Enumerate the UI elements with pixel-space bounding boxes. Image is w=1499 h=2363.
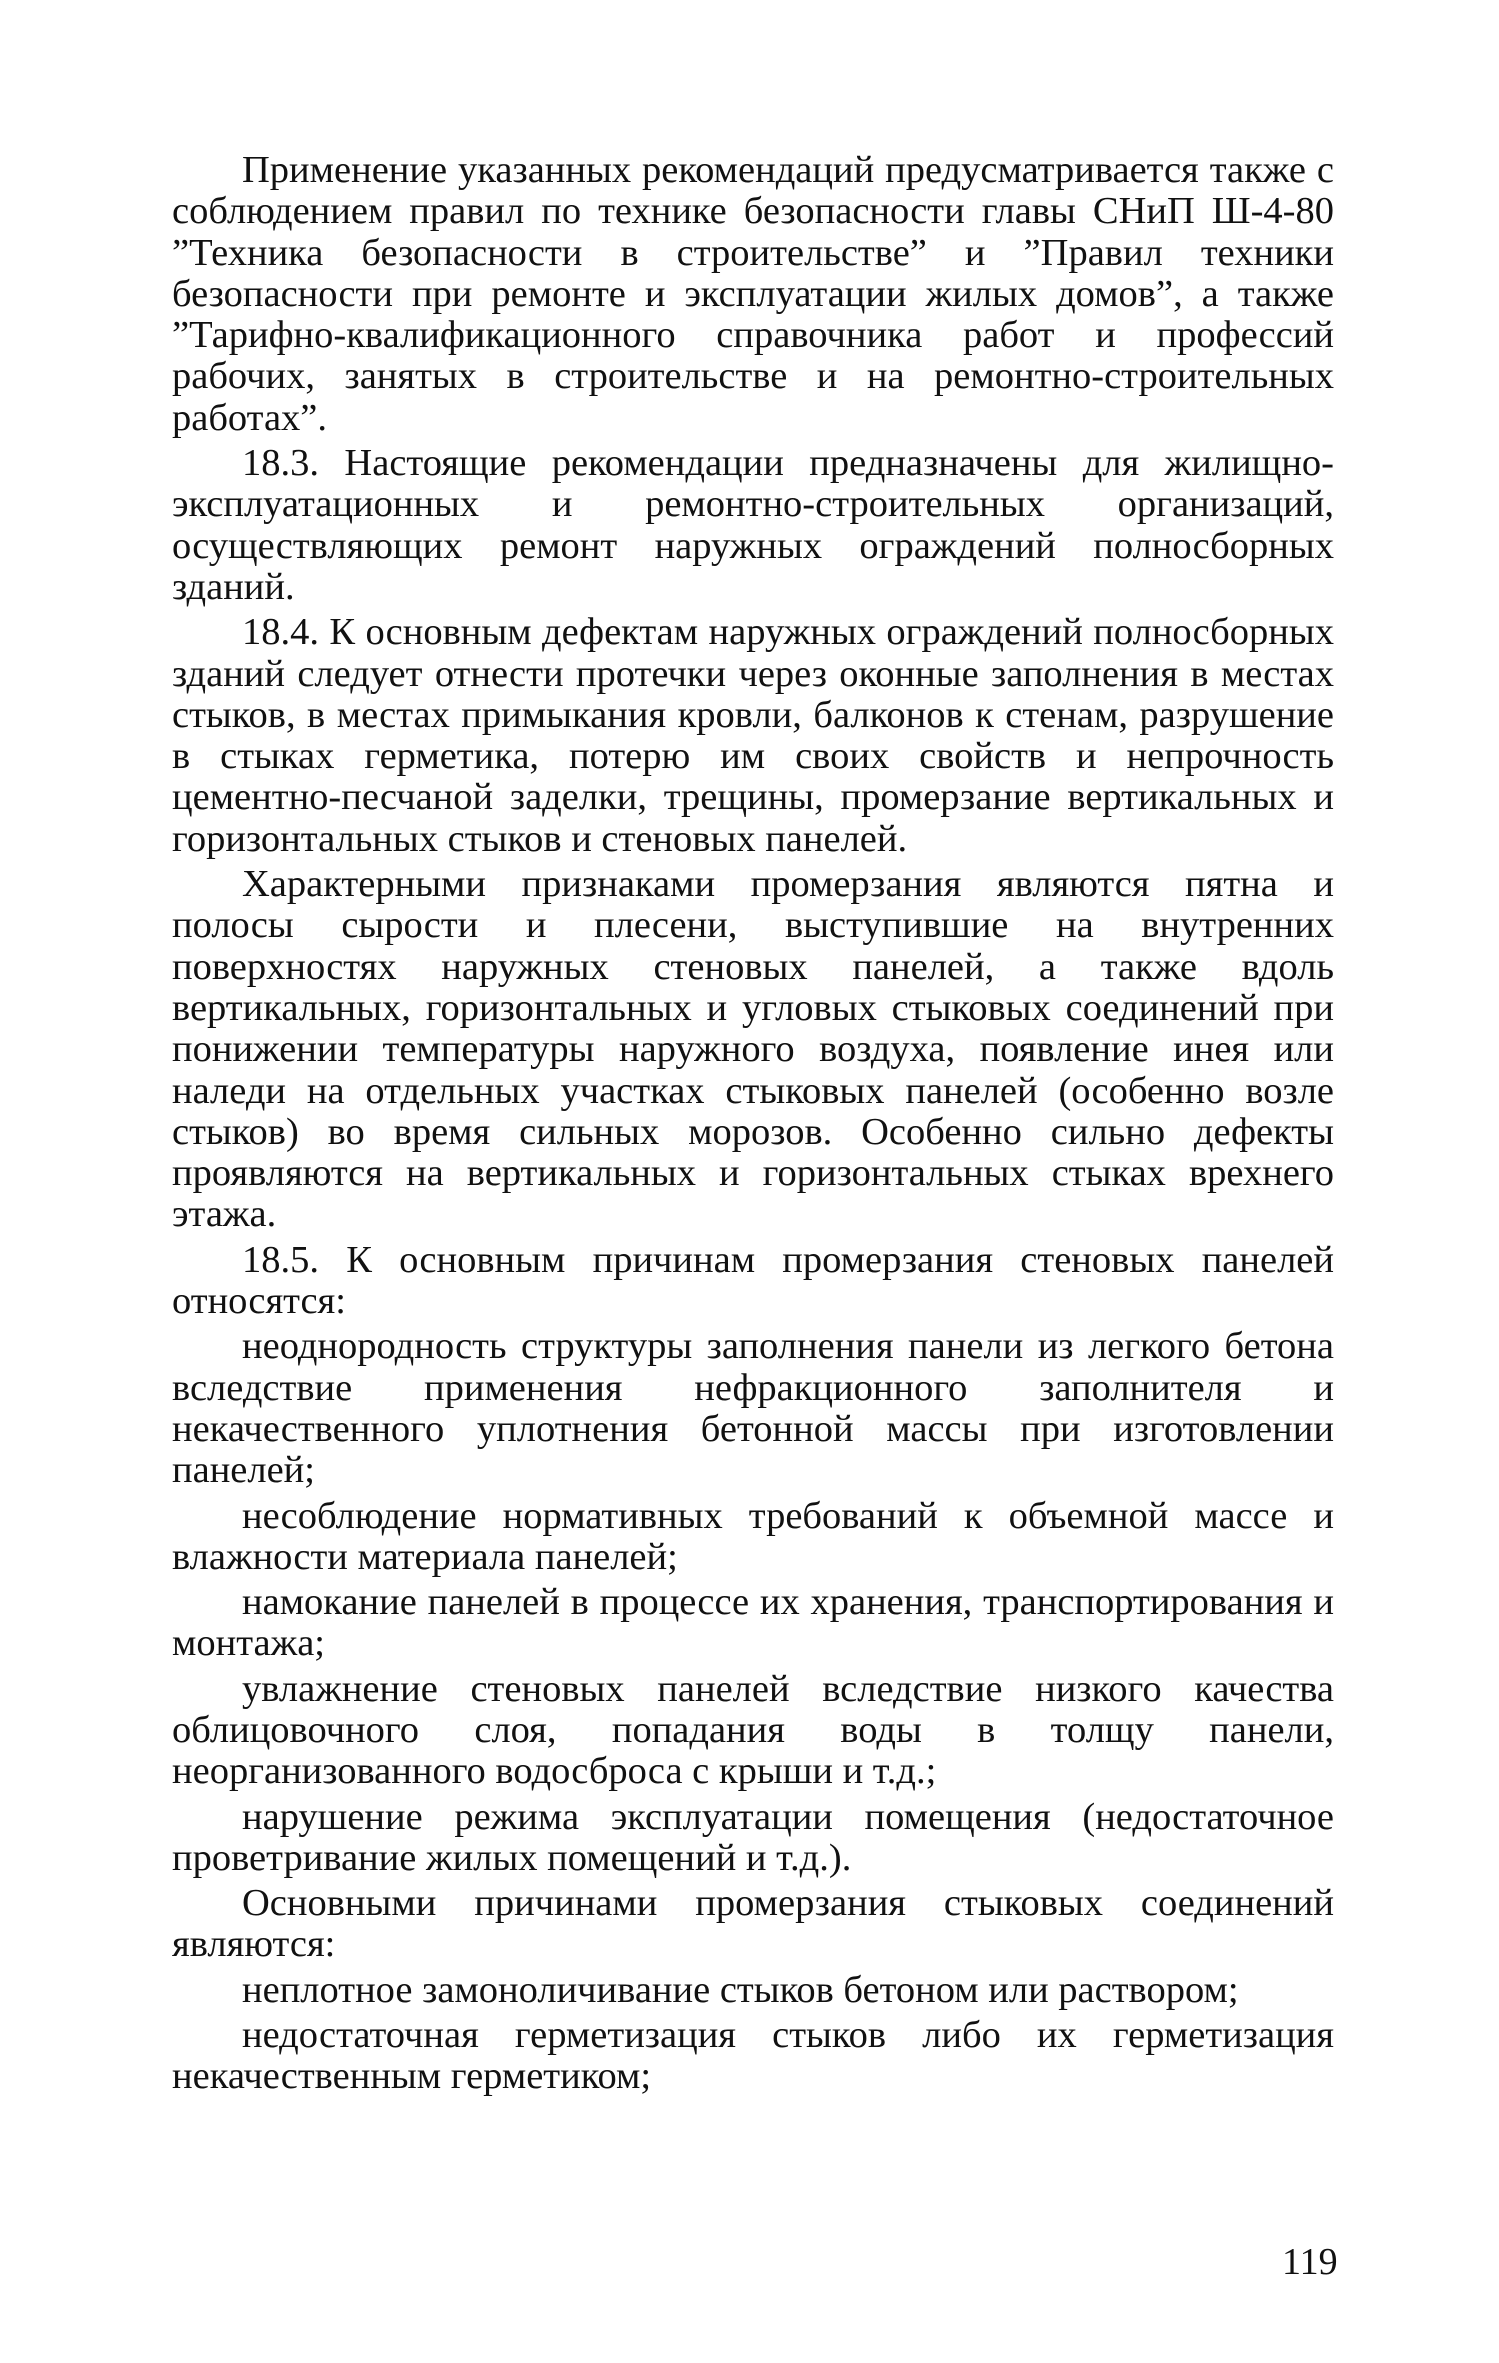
paragraph-18-5: 18.5. К основным причинам промерзания стеновых панелей относятся:: [172, 1238, 1334, 1323]
list-item-operation-violation: нарушение режима эксплуатации помещения (недостаточное проветривание жилых помещений и т.д.).: [172, 1795, 1334, 1879]
list-item-loose-monolithing: неплотное замоноличивание стыков бетоном или раствором;: [242, 1968, 1239, 2011]
page-number: 119: [1282, 2241, 1338, 2283]
paragraph-joint-causes: Основными причинами промерзания стыковых соединений являются:: [172, 1882, 1334, 1966]
list-item-soaking: намокание панелей в процессе их хранения, транспортирования и монтажа;: [172, 1581, 1334, 1665]
paragraph-intro: Применение указанных рекомендаций предусматривается также с соблюдением правил по технике безопасности главы СНиП Ш-4-80 ”Техника безопасности в строительстве” и ”Правил техники безопасности при ремонте и эксплуатации жилых домов”, а также ”Тарифно-квалификационного справочника работ и профессий рабочих, занятых в строительстве и на ремонтно-строительных работах”.: [172, 149, 1334, 439]
list-item-insufficient-sealing: недостаточная герметизация стыков либо их герметизация некачественным герметиком;: [172, 2014, 1334, 2098]
list-item-noncompliance: несоблюдение нормативных требований к объемной массе и влажности материала панелей;: [172, 1494, 1334, 1578]
page-body: [172, 150, 1334, 2098]
paragraph-18-4: 18.4. К основным дефектам наружных ограждений полносборных зданий следует отнести протечки через оконные заполнения в местах стыков, в местах примыкания кровли, балконов к стенам, разрушение в стыках герметика, потерю им своих свойств и непрочность цементно-песчаной заделки, трещины, промерзание вертикальных и горизонтальных стыков и стеновых панелей.: [172, 611, 1334, 860]
paragraph-freezing-signs: Характерными признаками промерзания являются пятна и полосы сырости и плесени, выступившие на внутренних поверхностях наружных стеновых панелей, а также вдоль вертикальных, горизонтальных и угловых стыковых соединений при понижении температуры наружного воздуха, появление инея или наледи на отдельных участках стыковых панелей (особенно возле стыков) во время сильных морозов. Особенно сильно дефекты проявляются на вертикальных и горизонтальных стыках врехнего этажа.: [172, 863, 1334, 1236]
list-item-moistening: увлажнение стеновых панелей вследствие низкого качества облицовочного слоя, попадания воды в толщу панели, неорганизованного водосброса с крыши и т.д.;: [172, 1667, 1334, 1793]
paragraph-18-3: 18.3. Настоящие рекомендации предназначены для жилищно-эксплуатационных и ремонтно-строительных организаций, осуществляющих ремонт наружных ограждений полносборных зданий.: [172, 442, 1334, 608]
list-item-heterogeneity: неоднородность структуры заполнения панели из легкого бетона вследствие применения нефракционного заполнителя и некачественного уплотнения бетонной массы при изготовлении панелей;: [172, 1325, 1334, 1492]
